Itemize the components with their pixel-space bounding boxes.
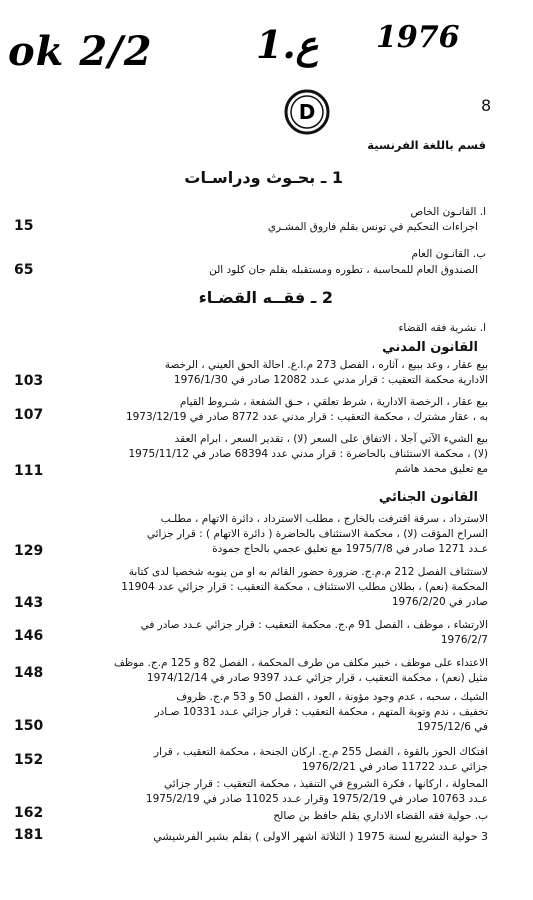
page-ref: 107: [14, 407, 44, 423]
part1-b-label: ب. القانـون العام: [411, 248, 486, 260]
entry-line: عـدد 10763 صادر في 1975/2/19 وقرار عـدد 11025 صادر في 1975/2/19: [145, 793, 488, 805]
page-ref: 129: [14, 543, 44, 559]
page-ref: 65: [14, 262, 34, 278]
part1-a-item: اجراءات التحكيم في تونس بقلم فاروق المشـري: [267, 221, 478, 233]
entry-line: المحاولة ، اركانها ، فكرة الشروع في التنفيذ ، محكمة التعقيب : قرار جزائي: [164, 778, 488, 790]
entry-line: تخفيف ، ندم وتوبة المتهم ، محكمة التعقيب : قرار جزائي عـدد 10331 صـادر: [154, 706, 488, 718]
stamp-logo: [283, 88, 331, 136]
civil-entry: [165, 358, 488, 388]
entry-line: الاعتداء على موظف ، خبير مكلف من طرف المحكمة ، الفصل 82 و 125 م.ج. موظف: [113, 657, 488, 669]
part1-b-item: الصندوق العام للمحاسبة ، تطوره ومستقبله بقلم جان كلود الن: [209, 264, 478, 276]
page-ref: 111: [14, 463, 44, 479]
civil-law-heading: القانون المدني: [382, 340, 478, 355]
page-ref: 152: [14, 752, 44, 768]
entry-line: (لا) ، محكمة الاستئناف بالحاضرة : قرار مدني عدد 68394 صادر في 1975/11/12: [128, 448, 488, 460]
entry-line: صادر في 1976/2/20: [391, 596, 488, 608]
page-ref: 146: [14, 628, 44, 644]
part3-title: 3 حولية التشريع لسنة 1975 ( الثلاثة اشهر الاولى ) بقلم بشير الفرشيشي: [153, 830, 488, 843]
part2-sub1: ا. نشرية فقه القضاء: [398, 322, 486, 334]
entry-line: الشيك ، سحبه ، عدم وجود مؤونة ، العود ، الفصل 50 و 53 م.ج. ظروف: [176, 691, 488, 703]
entry-line: السراح المؤقت (لا) ، محكمة الاستئناف بالحاضرة ( دائرة الاتهام ) : قرار جزائي: [146, 528, 488, 540]
page-ref: 162: [14, 805, 44, 821]
page-ref: 103: [14, 373, 44, 389]
part1-a-label: ا. القانـون الخاص: [410, 206, 486, 218]
page-ref: 143: [14, 595, 44, 611]
page-ref: 150: [14, 718, 44, 734]
entry-line: بيع عقار ، وعد ببيع ، آثاره ، الفصل 273 م.ا.ع. احالة الحق العيني ، الرخصة: [164, 359, 488, 371]
penal-entry: [121, 565, 488, 610]
entry-line: بيع الشيء الآتي آجلا ، الاتفاق على السعر (لا) ، تقدير السعر ، ابرام العقد: [174, 433, 488, 445]
part2-title: 2 ـ فقــه القضـاء: [198, 288, 333, 307]
civil-entry: [128, 432, 488, 477]
penal-entry: [114, 656, 488, 686]
entry-line: مثيل (نعم) ، محكمة التعقيب ، قرار جزائي عـدد 9397 صادر في 1974/12/14: [146, 672, 488, 684]
part2-sub2: ب. حولية فقه القضاء الاداري بقلم حافظ بن صالح: [273, 810, 488, 822]
logo-letter: D: [298, 100, 316, 124]
penal-entry: [147, 512, 488, 557]
entry-line: 1976/2/7: [440, 634, 488, 646]
entry-line: المحكمة (نعم) ، بطلان مطلب الاستئناف ، محكمة التعقيب : قرار جزائي عدد 11904: [121, 581, 488, 593]
section-heading: قسم باللغة الفرنسية: [367, 138, 486, 152]
entry-line: الارتشاء ، موظف ، الفصل 91 م.ج. محكمة التعقيب : قرار جزائي عـدد صادر في: [140, 619, 488, 631]
penal-entry: [146, 777, 488, 807]
handwritten-reference: ok 2/2: [8, 28, 153, 75]
entry-line: جزائي عـدد 11722 صادر في 1976/2/21: [302, 761, 488, 773]
penal-entry: [141, 618, 488, 648]
entry-line: لاستئناف الفصل 212 م.م.ج. ضرورة حضور القائم به او من ينوبه شخصيا لدى كتابة: [128, 566, 488, 578]
page-ref: 181: [14, 827, 44, 843]
entry-line: عـدد 1271 صادر في 1975/7/8 مع تعليق عجمي بالحاج جمودة: [212, 543, 488, 555]
entry-line: به ، عقار مشترك ، محكمة التعقيب : قرار مدني عدد 8772 صادر في 1973/12/19: [125, 411, 488, 423]
penal-entry: [154, 745, 488, 775]
penal-entry: [155, 690, 488, 735]
handwritten-year: 1976: [376, 20, 460, 55]
entry-line: في 1975/12/6: [417, 721, 488, 733]
entry-line: الادارية محكمة التعقيب : قرار مدني عـدد 12082 صادر في 1976/1/30: [173, 374, 488, 386]
part1-title: 1 ـ بحـوث ودراسـات: [184, 168, 343, 187]
entry-line: افتكاك الحوز بالقوة ، الفصل 255 م.ج. اركان الجنحة ، محكمة التعقيب ، قرار: [154, 746, 488, 758]
entry-line: بيع عقار ، الرخصة الادارية ، شرط تعلقي ، حـق الشفعة ، شـروط القيام: [179, 396, 488, 408]
page-ref: 15: [14, 218, 34, 234]
penal-law-heading: القانون الجنائي: [378, 490, 478, 505]
entry-line: مع تعليق محمد هاشم: [394, 463, 488, 475]
entry-line: الاسترداد ، سرقة اقترفت بالخارج ، مطلب الاسترداد ، دائرة الاتهام ، مطلـب: [160, 513, 488, 525]
handwritten-code: 1.ع: [256, 22, 319, 67]
page-number: 8: [481, 96, 492, 115]
page-ref: 148: [14, 665, 44, 681]
civil-entry: [126, 395, 488, 425]
